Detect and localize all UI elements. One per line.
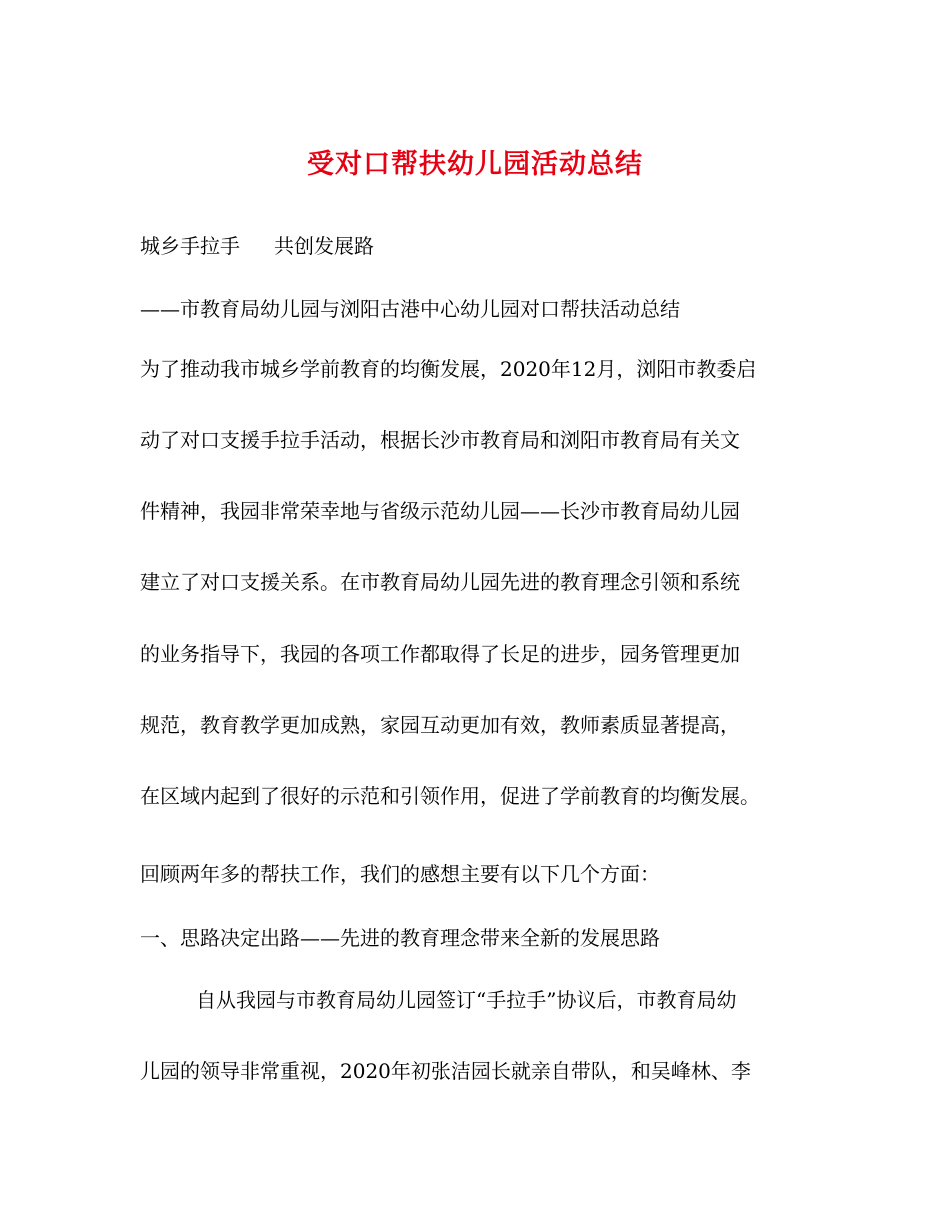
subtitle-part-2: 共创发展路 bbox=[274, 234, 374, 258]
body-line-7: 在区域内起到了很好的示范和引领作用，促进了学前教育的均衡发展。 bbox=[140, 784, 760, 808]
subtitle-part-1: 城乡手拉手 bbox=[140, 234, 240, 258]
body-line-4: 建立了对口支援关系。在市教育局幼儿园先进的教育理念引领和系统 bbox=[140, 570, 740, 594]
subtitle-line bbox=[140, 232, 820, 260]
document-title: 受对口帮扶幼儿园活动总结 bbox=[307, 149, 643, 180]
body-line-2: 动了对口支援手拉手活动，根据长沙市教育局和浏阳市教育局有关文 bbox=[140, 428, 740, 452]
body-line-6: 规范，教育教学更加成熟，家园互动更加有效，教师素质显著提高， bbox=[140, 713, 740, 737]
body-line-10: 自从我园与市教育局幼儿园签订“手拉手”协议后，市教育局幼 bbox=[196, 988, 737, 1012]
body-line-3: 件精神，我园非常荣幸地与省级示范幼儿园——长沙市教育局幼儿园 bbox=[140, 499, 740, 523]
subtitle-2: ——市教育局幼儿园与浏阳古港中心幼儿园对口帮扶活动总结 bbox=[140, 297, 680, 321]
body-line-1: 为了推动我市城乡学前教育的均衡发展，2020年12月，浏阳市教委启 bbox=[140, 357, 757, 381]
section-heading-1: 一、思路决定出路——先进的教育理念带来全新的发展思路 bbox=[140, 926, 660, 950]
body-line-11: 儿园的领导非常重视，2020年初张洁园长就亲自带队，和吴峰林、李 bbox=[140, 1059, 751, 1083]
body-line-8: 回顾两年多的帮扶工作，我们的感想主要有以下几个方面： bbox=[140, 862, 660, 886]
body-line-5: 的业务指导下，我园的各项工作都取得了长足的进步，园务管理更加 bbox=[140, 642, 740, 666]
